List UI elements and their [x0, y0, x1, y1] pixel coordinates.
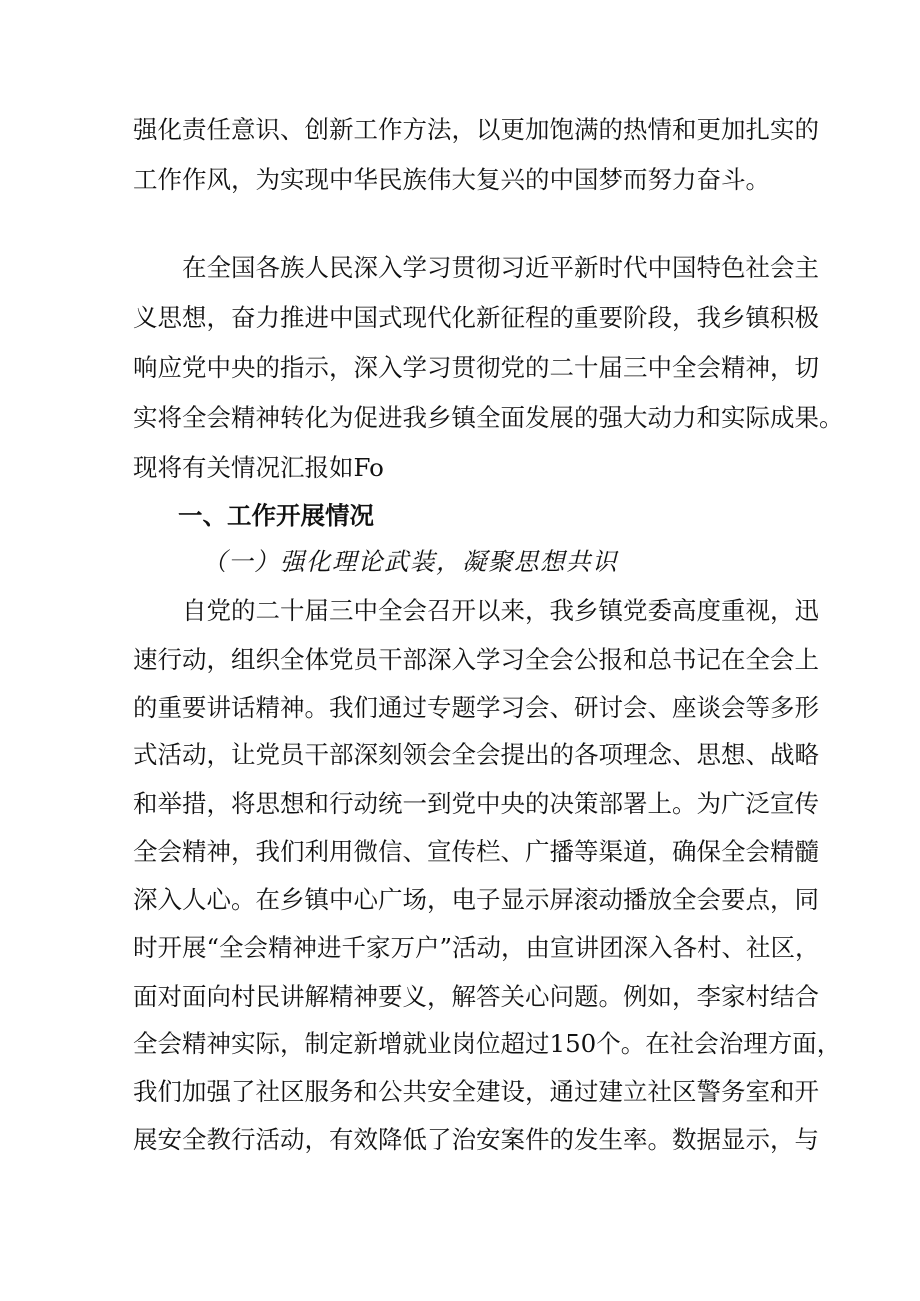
body-line-10: 全会精神实际，制定新增就业岗位超过150个。在社会治理方面，	[133, 1029, 842, 1058]
body-line-5: 和举措，将思想和行动统一到党中央的决策部署上。为广泛宣传	[133, 789, 819, 818]
opening-line-1: 在全国各族人民深入学习贯彻习近平新时代中国特色社会主	[182, 253, 819, 282]
subsection-heading: （一）强化理论武装，凝聚思想共识	[202, 547, 618, 576]
body-line-6: 全会精神，我们利用微信、宣传栏、广播等渠道，确保全会精髓	[133, 837, 819, 866]
body-line-3: 的重要讲话精神。我们通过专题学习会、研讨会、座谈会等多形	[133, 693, 819, 722]
opening-line-2: 义思想，奋力推进中国式现代化新征程的重要阶段，我乡镇积极	[133, 303, 819, 332]
opening-line-5: 现将有关情况汇报如Fo	[133, 453, 384, 482]
body-line-2: 速行动，组织全体党员干部深入学习全会公报和总书记在全会上	[133, 645, 819, 674]
body-line-12: 展安全教行活动，有效降低了治安案件的发生率。数据显示，与	[133, 1125, 819, 1154]
body-line-9: 面对面向村民讲解精神要义，解答关心问题。例如，李家村结合	[133, 982, 819, 1011]
body-line-8: 时开展“全会精神进千家万户”活动，由宣讲团深入各村、社区，	[133, 933, 820, 962]
opening-line-4: 实将全会精神转化为促进我乡镇全面发展的强大动力和实际成果。	[133, 403, 844, 432]
intro-line-1: 强化责任意识、创新工作方法，以更加饱满的热情和更加扎实的	[133, 115, 819, 144]
body-line-4: 式活动，让党员干部深刻领会全会提出的各项理念、思想、战略	[133, 740, 819, 769]
opening-line-3: 响应党中央的指示，深入学习贯彻党的二十届三中全会精神，切	[133, 353, 819, 382]
body-line-11: 我们加强了社区服务和公共安全建设，通过建立社区警务室和开	[133, 1077, 819, 1106]
section-heading: 一、工作开展情况	[178, 501, 374, 530]
body-line-1: 自党的二十届三中全会召开以来，我乡镇党委高度重视，迅	[182, 596, 819, 625]
body-line-7: 深入人心。在乡镇中心广场，电子显示屏滚动播放全会要点，同	[133, 885, 819, 914]
intro-line-2: 工作作风，为实现中华民族伟大复兴的中国梦而努力奋斗。	[133, 165, 770, 194]
